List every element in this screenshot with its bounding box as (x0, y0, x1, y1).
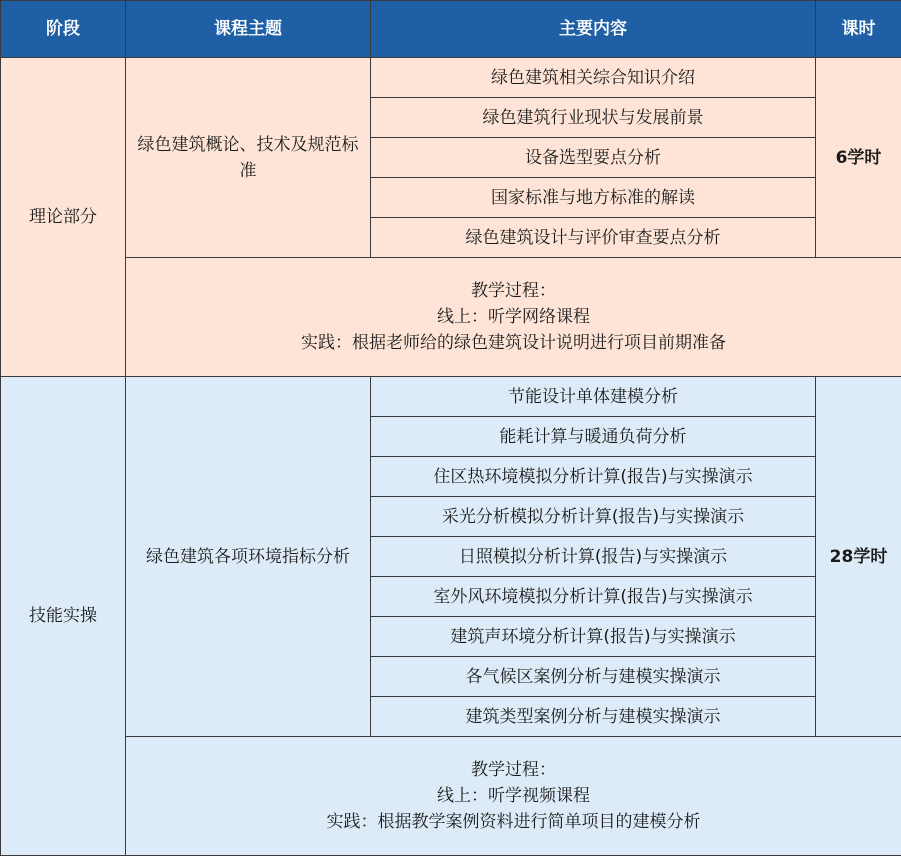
content-item: 设备选型要点分析 (371, 138, 816, 178)
hours-theory: 6学时 (816, 58, 901, 258)
table-row (1, 737, 901, 856)
content-item: 住区热环境模拟分析计算(报告)与实操演示 (371, 457, 816, 497)
header-row (1, 1, 901, 58)
content-item: 采光分析模拟分析计算(报告)与实操演示 (371, 497, 816, 537)
topic-skills: 绿色建筑各项环境指标分析 (126, 377, 371, 737)
process-practice: 实践：根据老师给的绿色建筑设计说明进行项目前期准备 (301, 333, 726, 353)
content-item: 绿色建筑行业现状与发展前景 (371, 98, 816, 138)
table-row (1, 58, 901, 98)
header-hours: 课时 (816, 1, 901, 58)
table-row (1, 258, 901, 377)
process-practice: 实践：根据教学案例资料进行简单项目的建模分析 (326, 812, 701, 832)
content-item: 绿色建筑相关综合知识介绍 (371, 58, 816, 98)
stage-skills: 技能实操 (1, 377, 126, 856)
content-item: 各气候区案例分析与建模实操演示 (371, 657, 816, 697)
content-item: 节能设计单体建模分析 (371, 377, 816, 417)
content-item: 绿色建筑设计与评价审查要点分析 (371, 218, 816, 258)
content-item: 建筑类型案例分析与建模实操演示 (371, 697, 816, 737)
topic-theory: 绿色建筑概论、技术及规范标准 (126, 58, 371, 258)
process-skills (126, 737, 901, 856)
content-item: 室外风环境模拟分析计算(报告)与实操演示 (371, 577, 816, 617)
content-item: 国家标准与地方标准的解读 (371, 178, 816, 218)
process-online: 线上：听学视频课程 (437, 786, 590, 806)
stage-theory: 理论部分 (1, 58, 126, 377)
process-theory (126, 258, 901, 377)
process-online: 线上：听学网络课程 (437, 307, 590, 327)
process-label: 教学过程： (471, 760, 556, 780)
header-topic: 课程主题 (126, 1, 371, 58)
hours-skills: 28学时 (816, 377, 901, 737)
process-label: 教学过程： (471, 281, 556, 301)
header-content: 主要内容 (371, 1, 816, 58)
content-item: 日照模拟分析计算(报告)与实操演示 (371, 537, 816, 577)
content-item: 能耗计算与暖通负荷分析 (371, 417, 816, 457)
table-row (1, 377, 901, 417)
content-item: 建筑声环境分析计算(报告)与实操演示 (371, 617, 816, 657)
header-stage: 阶段 (1, 1, 126, 58)
